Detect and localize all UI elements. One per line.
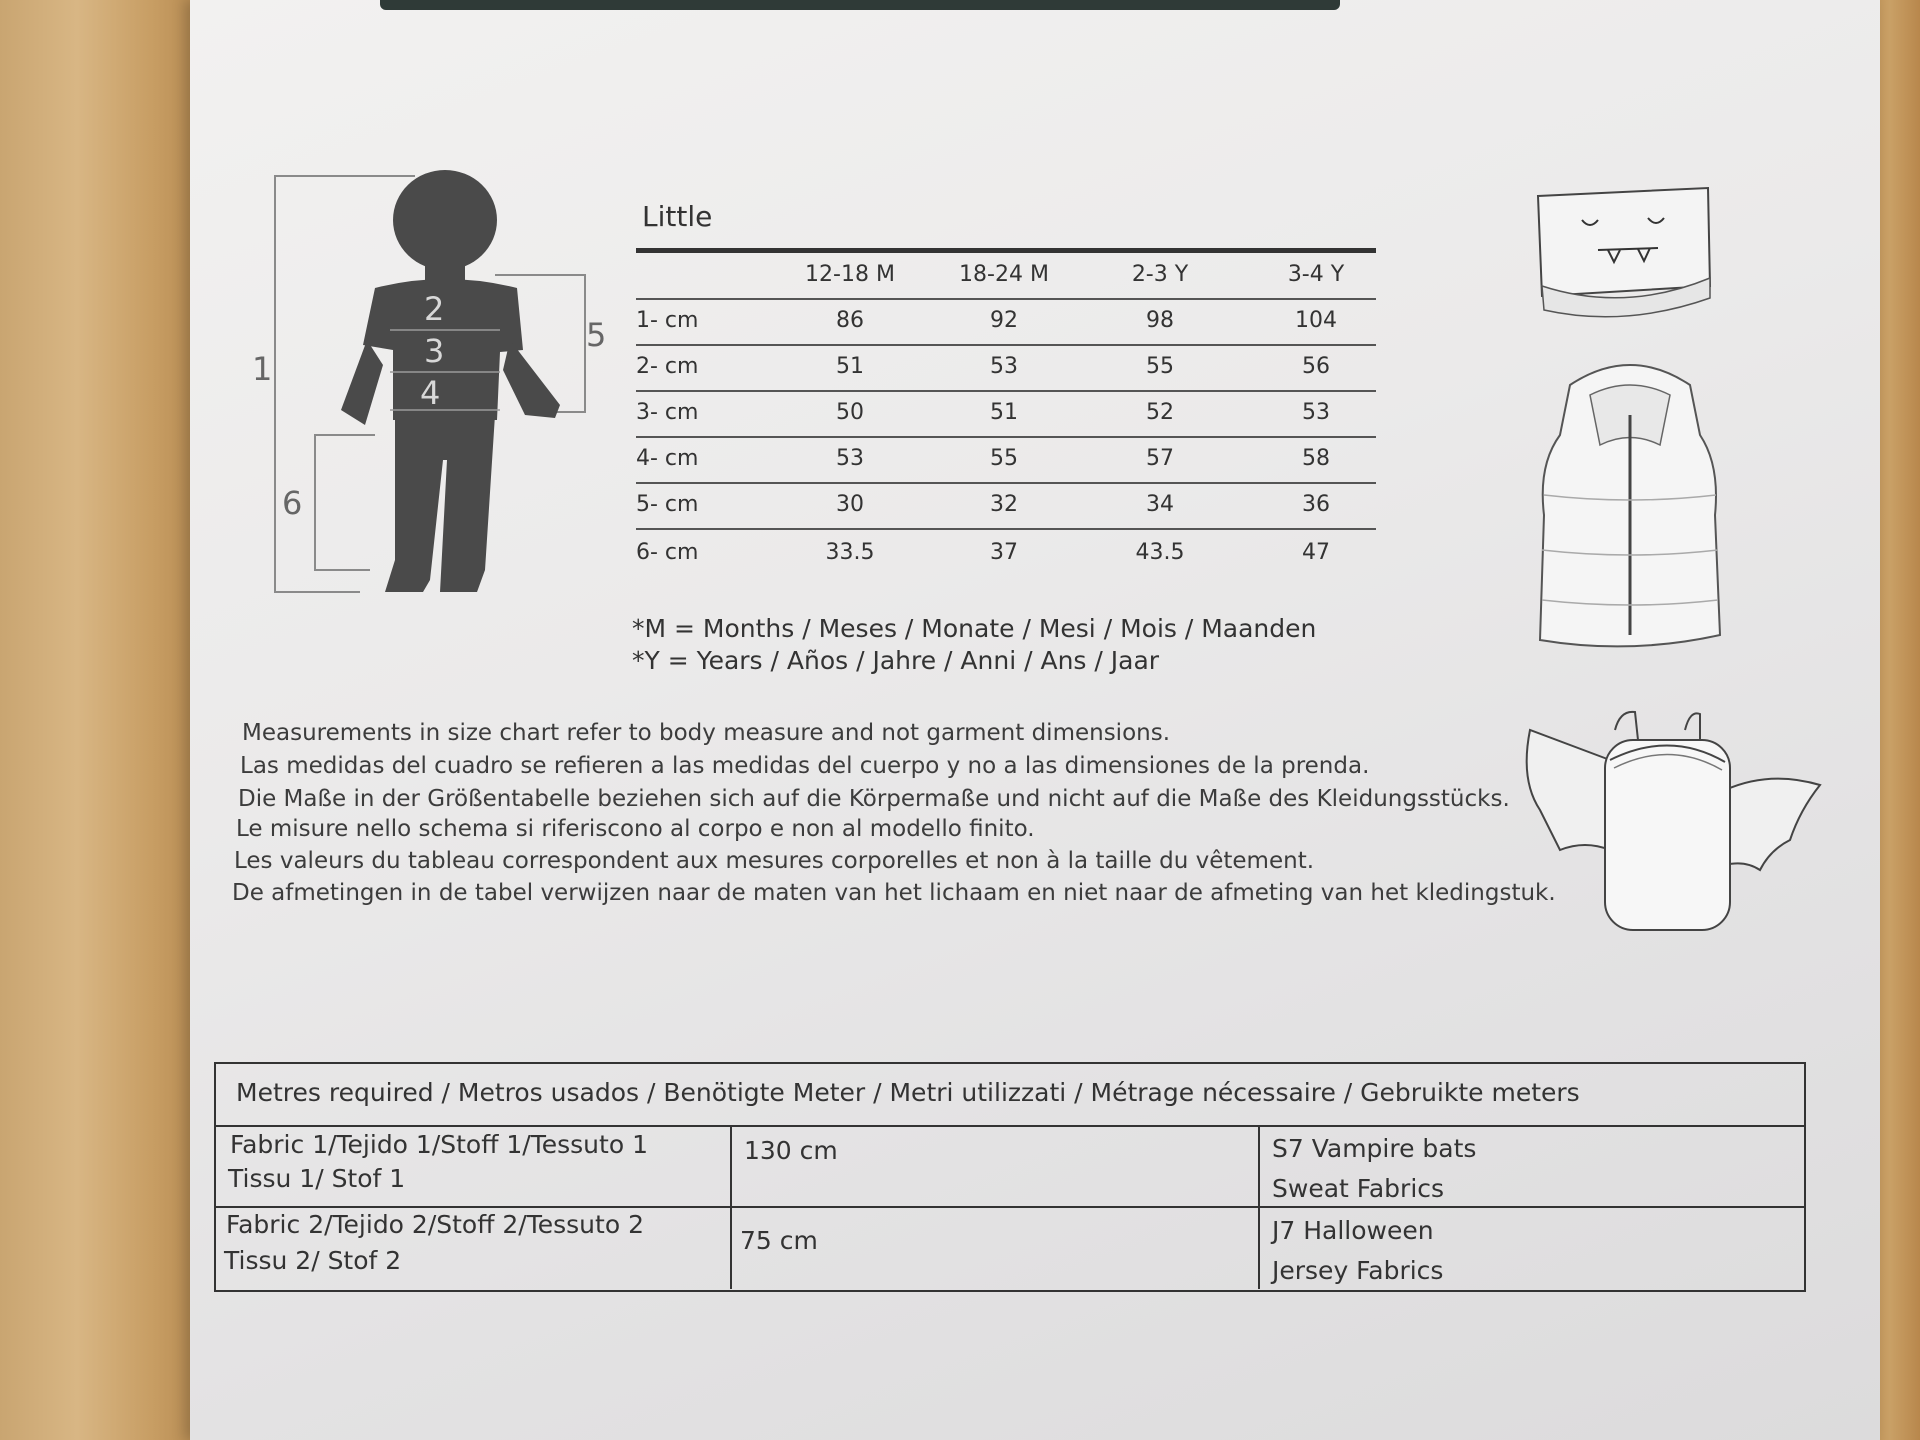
size-cell: 56 (1302, 354, 1330, 379)
size-cell: 43.5 (1135, 540, 1185, 565)
size-cell: 30 (836, 492, 864, 517)
size-chart-rule (636, 344, 1376, 346)
size-col-header: 18-24 M (959, 262, 1049, 287)
size-row-label: 2- cm (636, 354, 699, 379)
size-col-header: 12-18 M (805, 262, 895, 287)
size-cell: 33.5 (825, 540, 875, 565)
top-card-edge (380, 0, 1340, 10)
measurement-info-nl: De afmetingen in de tabel verwijzen naar de maten van het lichaam en niet naar de afmeting van het kledingstuk. (232, 880, 1556, 906)
fabric-1-name: Fabric 1/Tejido 1/Stoff 1/Tessuto 1 (230, 1130, 648, 1159)
size-chart-rule (636, 298, 1376, 300)
size-cell: 53 (836, 446, 864, 471)
measurement-info-es: Las medidas del cuadro se refieren a las medidas del cuerpo y no a las dimensiones de la prenda. (240, 753, 1370, 779)
fabric-2-name: Fabric 2/Tejido 2/Stoff 2/Tessuto 2 (226, 1210, 644, 1239)
fabric-2-print: J7 Halloween (1272, 1216, 1434, 1245)
size-row-label: 1- cm (636, 308, 699, 333)
dimension-label-4: 4 (420, 374, 441, 412)
fabric-2-type: Jersey Fabrics (1272, 1256, 1444, 1285)
size-cell: 37 (990, 540, 1018, 565)
size-cell: 53 (990, 354, 1018, 379)
measurement-info-en: Measurements in size chart refer to body measure and not garment dimensions. (242, 720, 1171, 746)
size-row-label: 6- cm (636, 540, 699, 565)
note-months: *M = Months / Meses / Monate / Mesi / Mois / Maanden (632, 614, 1317, 643)
bat-hat-illustration (1530, 178, 1720, 328)
size-cell: 92 (990, 308, 1018, 333)
size-col-header: 3-4 Y (1287, 262, 1345, 287)
fabric-table-divider (730, 1125, 732, 1289)
measurement-info-fr: Les valeurs du tableau correspondent aux mesures corporelles et non à la taille du vêtement. (234, 848, 1315, 874)
size-cell: 51 (836, 354, 864, 379)
size-cell: 55 (990, 446, 1018, 471)
fabric-table-divider (1258, 1125, 1260, 1289)
size-cell: 32 (990, 492, 1018, 517)
size-cell: 55 (1146, 354, 1174, 379)
measurement-info-it: Le misure nello schema si riferiscono al corpo e non al modello finito. (236, 816, 1035, 842)
size-chart-rule (636, 482, 1376, 484)
dimension-label-5: 5 (586, 316, 607, 354)
fabric-2-name-2: Tissu 2/ Stof 2 (224, 1246, 402, 1275)
size-cell: 50 (836, 400, 864, 425)
bat-backpack-illustration (1510, 700, 1830, 940)
size-cell: 58 (1302, 446, 1330, 471)
size-cell: 52 (1146, 400, 1174, 425)
size-row-label: 5- cm (636, 492, 699, 517)
size-cell: 34 (1146, 492, 1174, 517)
size-cell: 86 (836, 308, 864, 333)
fabric-1-amount: 130 cm (744, 1136, 838, 1165)
dimension-label-1: 1 (252, 350, 273, 388)
dimension-label-3: 3 (424, 332, 445, 370)
size-chart-title: Little (642, 200, 713, 233)
fabric-2-amount: 75 cm (740, 1226, 818, 1255)
size-row-label: 4- cm (636, 446, 699, 471)
size-chart-rule (636, 528, 1376, 530)
size-cell: 98 (1146, 308, 1174, 333)
dimension-label-6: 6 (282, 484, 303, 522)
size-cell: 51 (990, 400, 1018, 425)
fabric-1-print: S7 Vampire bats (1272, 1134, 1477, 1163)
size-cell: 57 (1146, 446, 1174, 471)
size-cell: 53 (1302, 400, 1330, 425)
measurement-info-de: Die Maße in der Größentabelle beziehen sich auf die Körpermaße und nicht auf die Maße des Kleidungsstücks. (238, 786, 1510, 812)
fabric-table-header: Metres required / Metros usados / Benötigte Meter / Metri utilizzati / Métrage nécessaire / Gebruikte meters (236, 1078, 1580, 1107)
vest-illustration (1530, 355, 1730, 655)
size-row-label: 3- cm (636, 400, 699, 425)
size-cell: 47 (1302, 540, 1330, 565)
size-chart-rule (636, 436, 1376, 438)
size-chart-rule (636, 390, 1376, 392)
dimension-label-2: 2 (424, 290, 445, 328)
fabric-1-name-2: Tissu 1/ Stof 1 (228, 1164, 406, 1193)
size-col-header: 2-3 Y (1131, 262, 1189, 287)
size-cell: 36 (1302, 492, 1330, 517)
fabric-1-type: Sweat Fabrics (1272, 1174, 1445, 1203)
note-years: *Y = Years / Años / Jahre / Anni / Ans / Jaar (632, 646, 1160, 675)
size-cell: 104 (1295, 308, 1337, 333)
size-chart-top-rule (636, 248, 1376, 253)
